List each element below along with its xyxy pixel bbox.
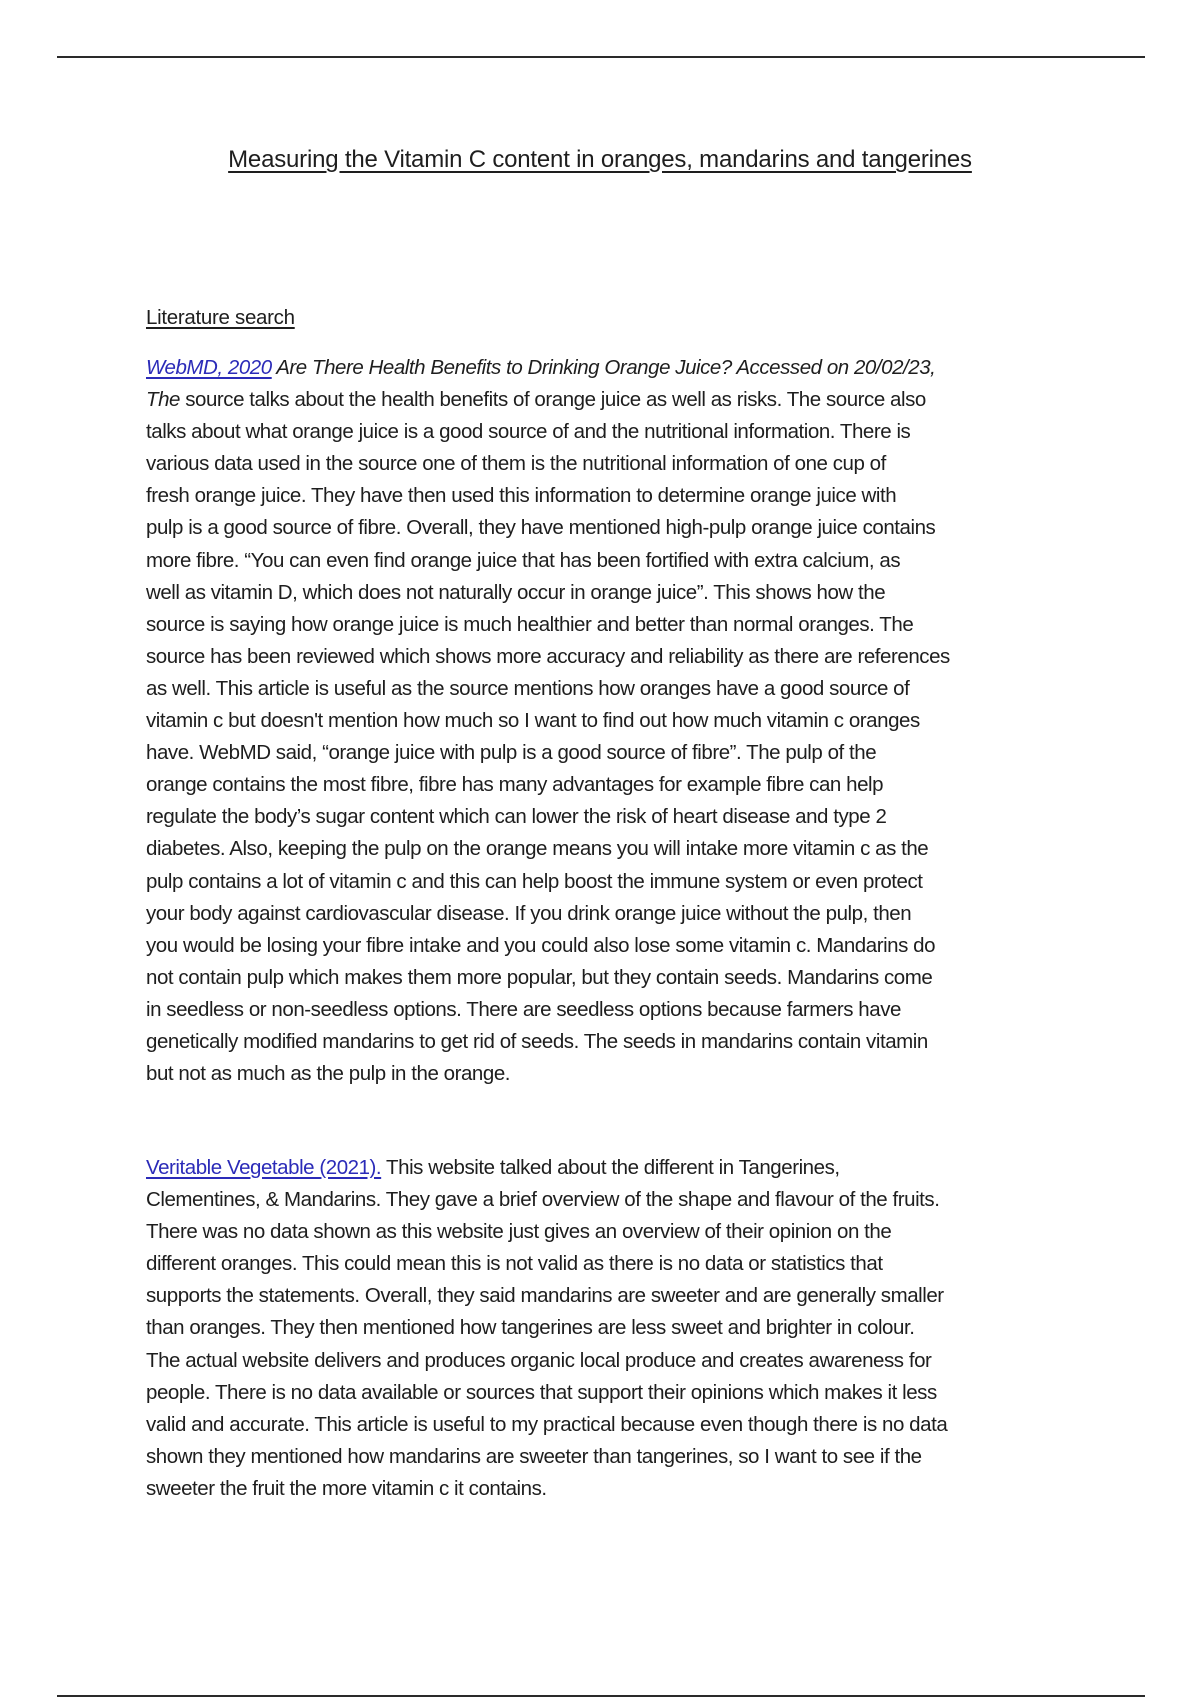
paragraph-line: talks about what orange juice is a good source of and the nutritional information. There is	[146, 420, 911, 444]
paragraph-line: source is saying how orange juice is much healthier and better than normal oranges. The	[146, 612, 914, 636]
paragraph-line: in seedless or non-seedless options. There are seedless options because farmers have	[146, 997, 901, 1021]
paragraph-line: There was no data shown as this website just gives an overview of their opinion on the	[146, 1220, 892, 1244]
paragraph-line: regulate the body’s sugar content which can lower the risk of heart disease and type 2	[146, 805, 887, 829]
paragraph-line: diabetes. Also, keeping the pulp on the orange means you will intake more vitamin c as the	[146, 837, 929, 861]
paragraph-line: The actual website delivers and produces organic local produce and creates awareness for	[146, 1348, 932, 1372]
paragraph-line: valid and accurate. This article is useful to my practical because even though there is no data	[146, 1412, 948, 1436]
reference-entry-webmd	[146, 352, 1066, 1090]
paragraph-line: sweeter the fruit the more vitamin c it contains.	[146, 1476, 547, 1500]
paragraph-line: but not as much as the pulp in the orange.	[146, 1062, 511, 1086]
paragraph-line: source has been reviewed which shows more accuracy and reliability as there are references	[146, 644, 950, 668]
paragraph-text: This website talked about the different in Tangerines,	[381, 1156, 840, 1179]
veritable-vegetable-reference-link[interactable]: Veritable Vegetable (2021).	[146, 1156, 382, 1179]
paragraph-line: you would be losing your fibre intake and you could also lose some vitamin c. Mandarins do	[146, 933, 936, 957]
reference-citation-line	[146, 1152, 1066, 1184]
document-title: Measuring the Vitamin C content in oranges, mandarins and tangerines	[228, 146, 972, 173]
paragraph-line: Clementines, & Mandarins. They gave a brief overview of the shape and flavour of the fruits.	[146, 1188, 940, 1212]
paragraph-line: orange contains the most fibre, fibre has many advantages for example fibre can help	[146, 773, 884, 797]
paragraph-line: pulp is a good source of fibre. Overall, they have mentioned high-pulp orange juice contains	[146, 516, 936, 540]
paragraph-line: genetically modified mandarins to get rid of seeds. The seeds in mandarins contain vitamin	[146, 1029, 928, 1053]
paragraph-text: source talks about the health benefits of orange juice as well as risks. The source also	[179, 388, 926, 412]
first-word: The	[146, 388, 180, 412]
paragraph-line: different oranges. This could mean this is not valid as there is no data or statistics that	[146, 1252, 883, 1276]
paragraph-line: pulp contains a lot of vitamin c and this can help boost the immune system or even protect	[146, 869, 923, 893]
paragraph-line: have. WebMD said, “orange juice with pulp is a good source of fibre”. The pulp of the	[146, 741, 877, 765]
webmd-citation-title: Are There Health Benefits to Drinking Orange Juice? Accessed on 20/02/23,	[271, 356, 936, 379]
paragraph-line: vitamin c but doesn't mention how much so I want to find out how much vitamin c oranges	[146, 709, 920, 733]
paragraph-line: supports the statements. Overall, they said mandarins are sweeter and are generally smaller	[146, 1284, 944, 1308]
paragraph-line: than oranges. They then mentioned how tangerines are less sweet and brighter in colour.	[146, 1316, 915, 1340]
paragraph-line: shown they mentioned how mandarins are sweeter than tangerines, so I want to see if the	[146, 1444, 922, 1468]
paragraph-line: as well. This article is useful as the source mentions how oranges have a good source of	[146, 676, 910, 700]
paragraph-line: various data used in the source one of them is the nutritional information of one cup of	[146, 452, 886, 476]
footer-rule	[57, 1695, 1145, 1697]
webmd-reference-link[interactable]: WebMD, 2020	[146, 356, 272, 379]
paragraph-line: more fibre. “You can even find orange juice that has been fortified with extra calcium, as	[146, 548, 901, 572]
paragraph-line: people. There is no data available or sources that support their opinions which makes it less	[146, 1380, 937, 1404]
section-heading-literature-search: Literature search	[146, 306, 295, 329]
paragraph-line: your body against cardiovascular disease. If you drink orange juice without the pulp, then	[146, 901, 912, 925]
reference-entry-veritable-vegetable	[146, 1152, 1066, 1505]
reference-citation-line	[146, 352, 1066, 384]
paragraph-line: not contain pulp which makes them more popular, but they contain seeds. Mandarins come	[146, 965, 933, 989]
paragraph-line: fresh orange juice. They have then used this information to determine orange juice with	[146, 484, 897, 508]
paragraph-line: well as vitamin D, which does not naturally occur in orange juice”. This shows how the	[146, 580, 886, 604]
header-rule	[57, 56, 1145, 58]
paragraph-line	[146, 384, 1066, 416]
